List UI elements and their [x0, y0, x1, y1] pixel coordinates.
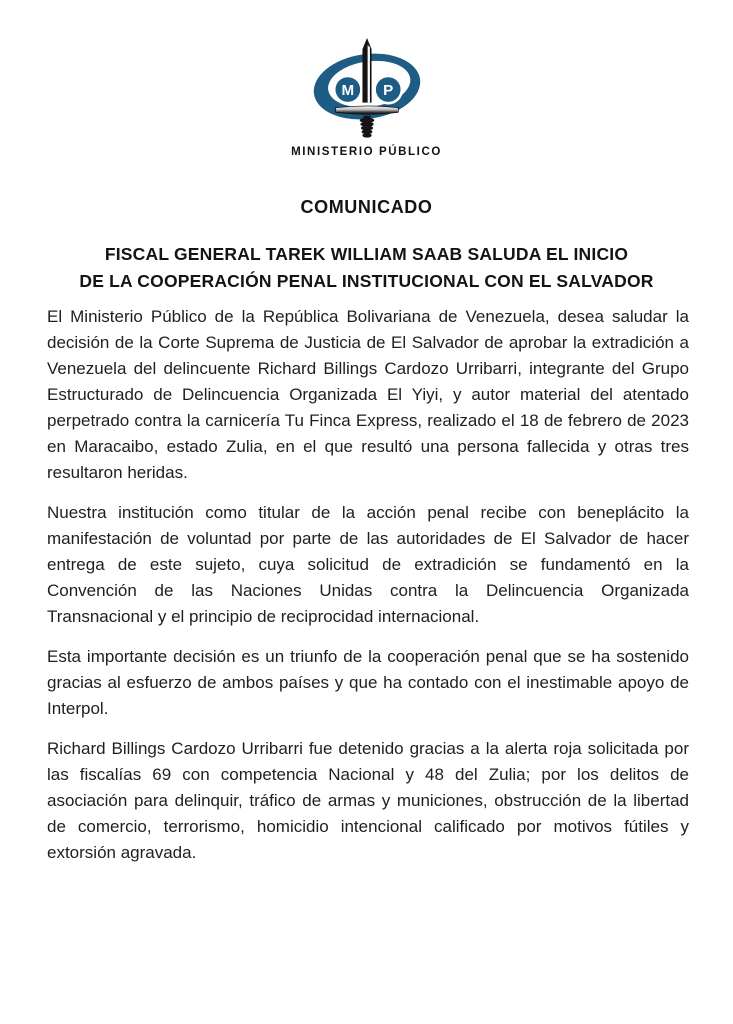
sword-blade-highlight [367, 45, 369, 103]
sword-guard [335, 106, 398, 114]
sword-blade [362, 38, 371, 103]
paragraph-1: El Ministerio Público de la República Bolivariana de Venezuela, desea saludar la decisión de la Corte Suprema de Justicia de El Salvador de aprobar la extradición a Venezuela del delincuente Richard Billings Cardozo Urribarri, integrante del Grupo Estructurado de Delincuencia Organizada El Yiyi, y autor material del atentado perpetrado contra la carnicería Tu Finca Express, realizado el 18 de febrero de 2023 en Maracaibo, estado Zulia, en el que resultó una persona fallecida y otras tres resultaron heridas. [47, 307, 689, 482]
paragraph-3: Esta importante decisión es un triunfo de la cooperación penal que se ha sostenido gracias al esfuerzo de ambos países y que ha contado con el inestimable apoyo de Interpol. [47, 647, 689, 718]
logo-letter-m: M [340, 82, 354, 100]
document-title [0, 241, 733, 295]
sword-grip-coils [359, 118, 374, 138]
logo-caption: MINISTERIO PÚBLICO [291, 146, 442, 158]
document-body [0, 304, 733, 866]
paragraph-2: Nuestra institución como titular de la acción penal recibe con beneplácito la manifestación de voluntad por parte de las autoridades de El Salvador de hacer entrega de este sujeto, cuya solicitud de extradición se fundamentó en la Convención de las Naciones Unidas contra la Delincuencia Organizada Transnacional y el principio de reciprocidad internacional. [47, 503, 689, 626]
comunicado-heading: COMUNICADO [300, 197, 433, 217]
logo-m-roundel [334, 76, 361, 103]
ministerio-publico-logo [310, 38, 424, 138]
title-line-1: FISCAL GENERAL TAREK WILLIAM SAAB SALUDA EL INICIO [104, 244, 629, 264]
logo-p-roundel [374, 76, 401, 103]
logo-letter-p: P [382, 82, 393, 100]
letterhead [0, 0, 733, 158]
paragraph-4: Richard Billings Cardozo Urribarri fue detenido gracias a la alerta roja solicitada por las fiscalías 69 con competencia Nacional y 48 del Zulia; por los delitos de asociación para delinquir, tráfico de armas y municiones, obstrucción de la libertad de comercio, terrorismo, homicidio intencional calificado por motivos fútiles y extorsión agravada. [47, 739, 689, 862]
title-line-2: DE LA COOPERACIÓN PENAL INSTITUCIONAL CON EL SALVADOR [79, 271, 654, 291]
